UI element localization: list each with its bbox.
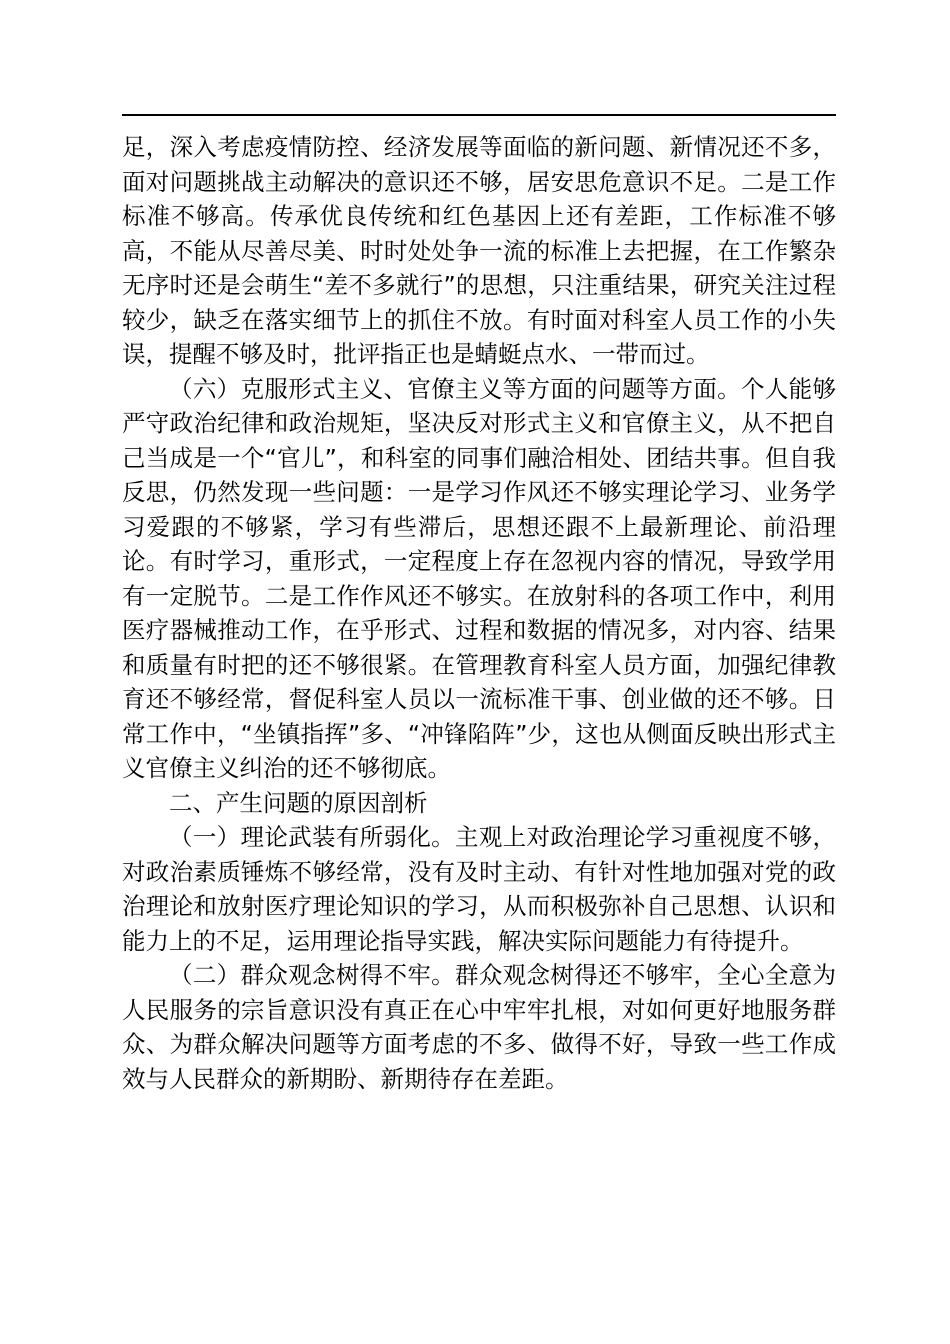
paragraph-continuation: 足，深入考虑疫情防控、经济发展等面临的新问题、新情况还不多，面对问题挑战主动解决的意识还不够，居安思危意识不足。二是工作标准不够高。传承优良传统和红色基因上还有差距，工作标准不够高，不能从尽善尽美、时时处处争一流的标准上去把握，在工作繁杂无序时还是会萌生“差不多就行”的思想，只注重结果，研究关注过程较少，缺乏在落实细节上的抓住不放。有时面对科室人员工作的小失误，提醒不够及时，批评指正也是蜻蜓点水、一带而过。	[122, 133, 836, 368]
header-rule	[122, 114, 836, 116]
document-body	[122, 130, 836, 1096]
paragraph-cause-one: （一）理论武装有所弱化。主观上对政治理论学习重视度不够，对政治素质锤炼不够经常，没有及时主动、有针对性地加强对党的政治理论和放射医疗理论知识的学习，从而积极弥补自己思想、认识和能力上的不足，运用理论指导实践，解决实际问题能力有待提升。	[122, 823, 836, 955]
paragraph-cause-two: （二）群众观念树得不牢。群众观念树得还不够牢，全心全意为人民服务的宗旨意识没有真正在心中牢牢扎根，对如何更好地服务群众、为群众解决问题等方面考虑的不多、做得不好，导致一些工作成效与人民群众的新期盼、新期待存在差距。	[122, 961, 836, 1093]
section-heading-causes: 二、产生问题的原因剖析	[169, 788, 428, 817]
paragraph-section-six: （六）克服形式主义、官僚主义等方面的问题等方面。个人能够严守政治纪律和政治规矩，坚决反对形式主义和官僚主义，从不把自己当成是一个“官儿”，和科室的同事们融洽相处、团结共事。但自我反思，仍然发现一些问题：一是学习作风还不够实理论学习、业务学习爱跟的不够紧，学习有些滞后，思想还跟不上最新理论、前沿理论。有时学习，重形式，一定程度上存在忽视内容的情况，导致学用有一定脱节。二是工作作风还不够实。在放射科的各项工作中，利用医疗器械推动工作，在乎形式、过程和数据的情况多，对内容、结果和质量有时把的还不够很紧。在管理教育科室人员方面，加强纪律教育还不够经常，督促科室人员以一流标准干事、创业做的还不够。日常工作中，“坐镇指挥”多、“冲锋陷阵”少，这也从侧面反映出形式主义官僚主义纠治的还不够彻底。	[122, 374, 836, 782]
